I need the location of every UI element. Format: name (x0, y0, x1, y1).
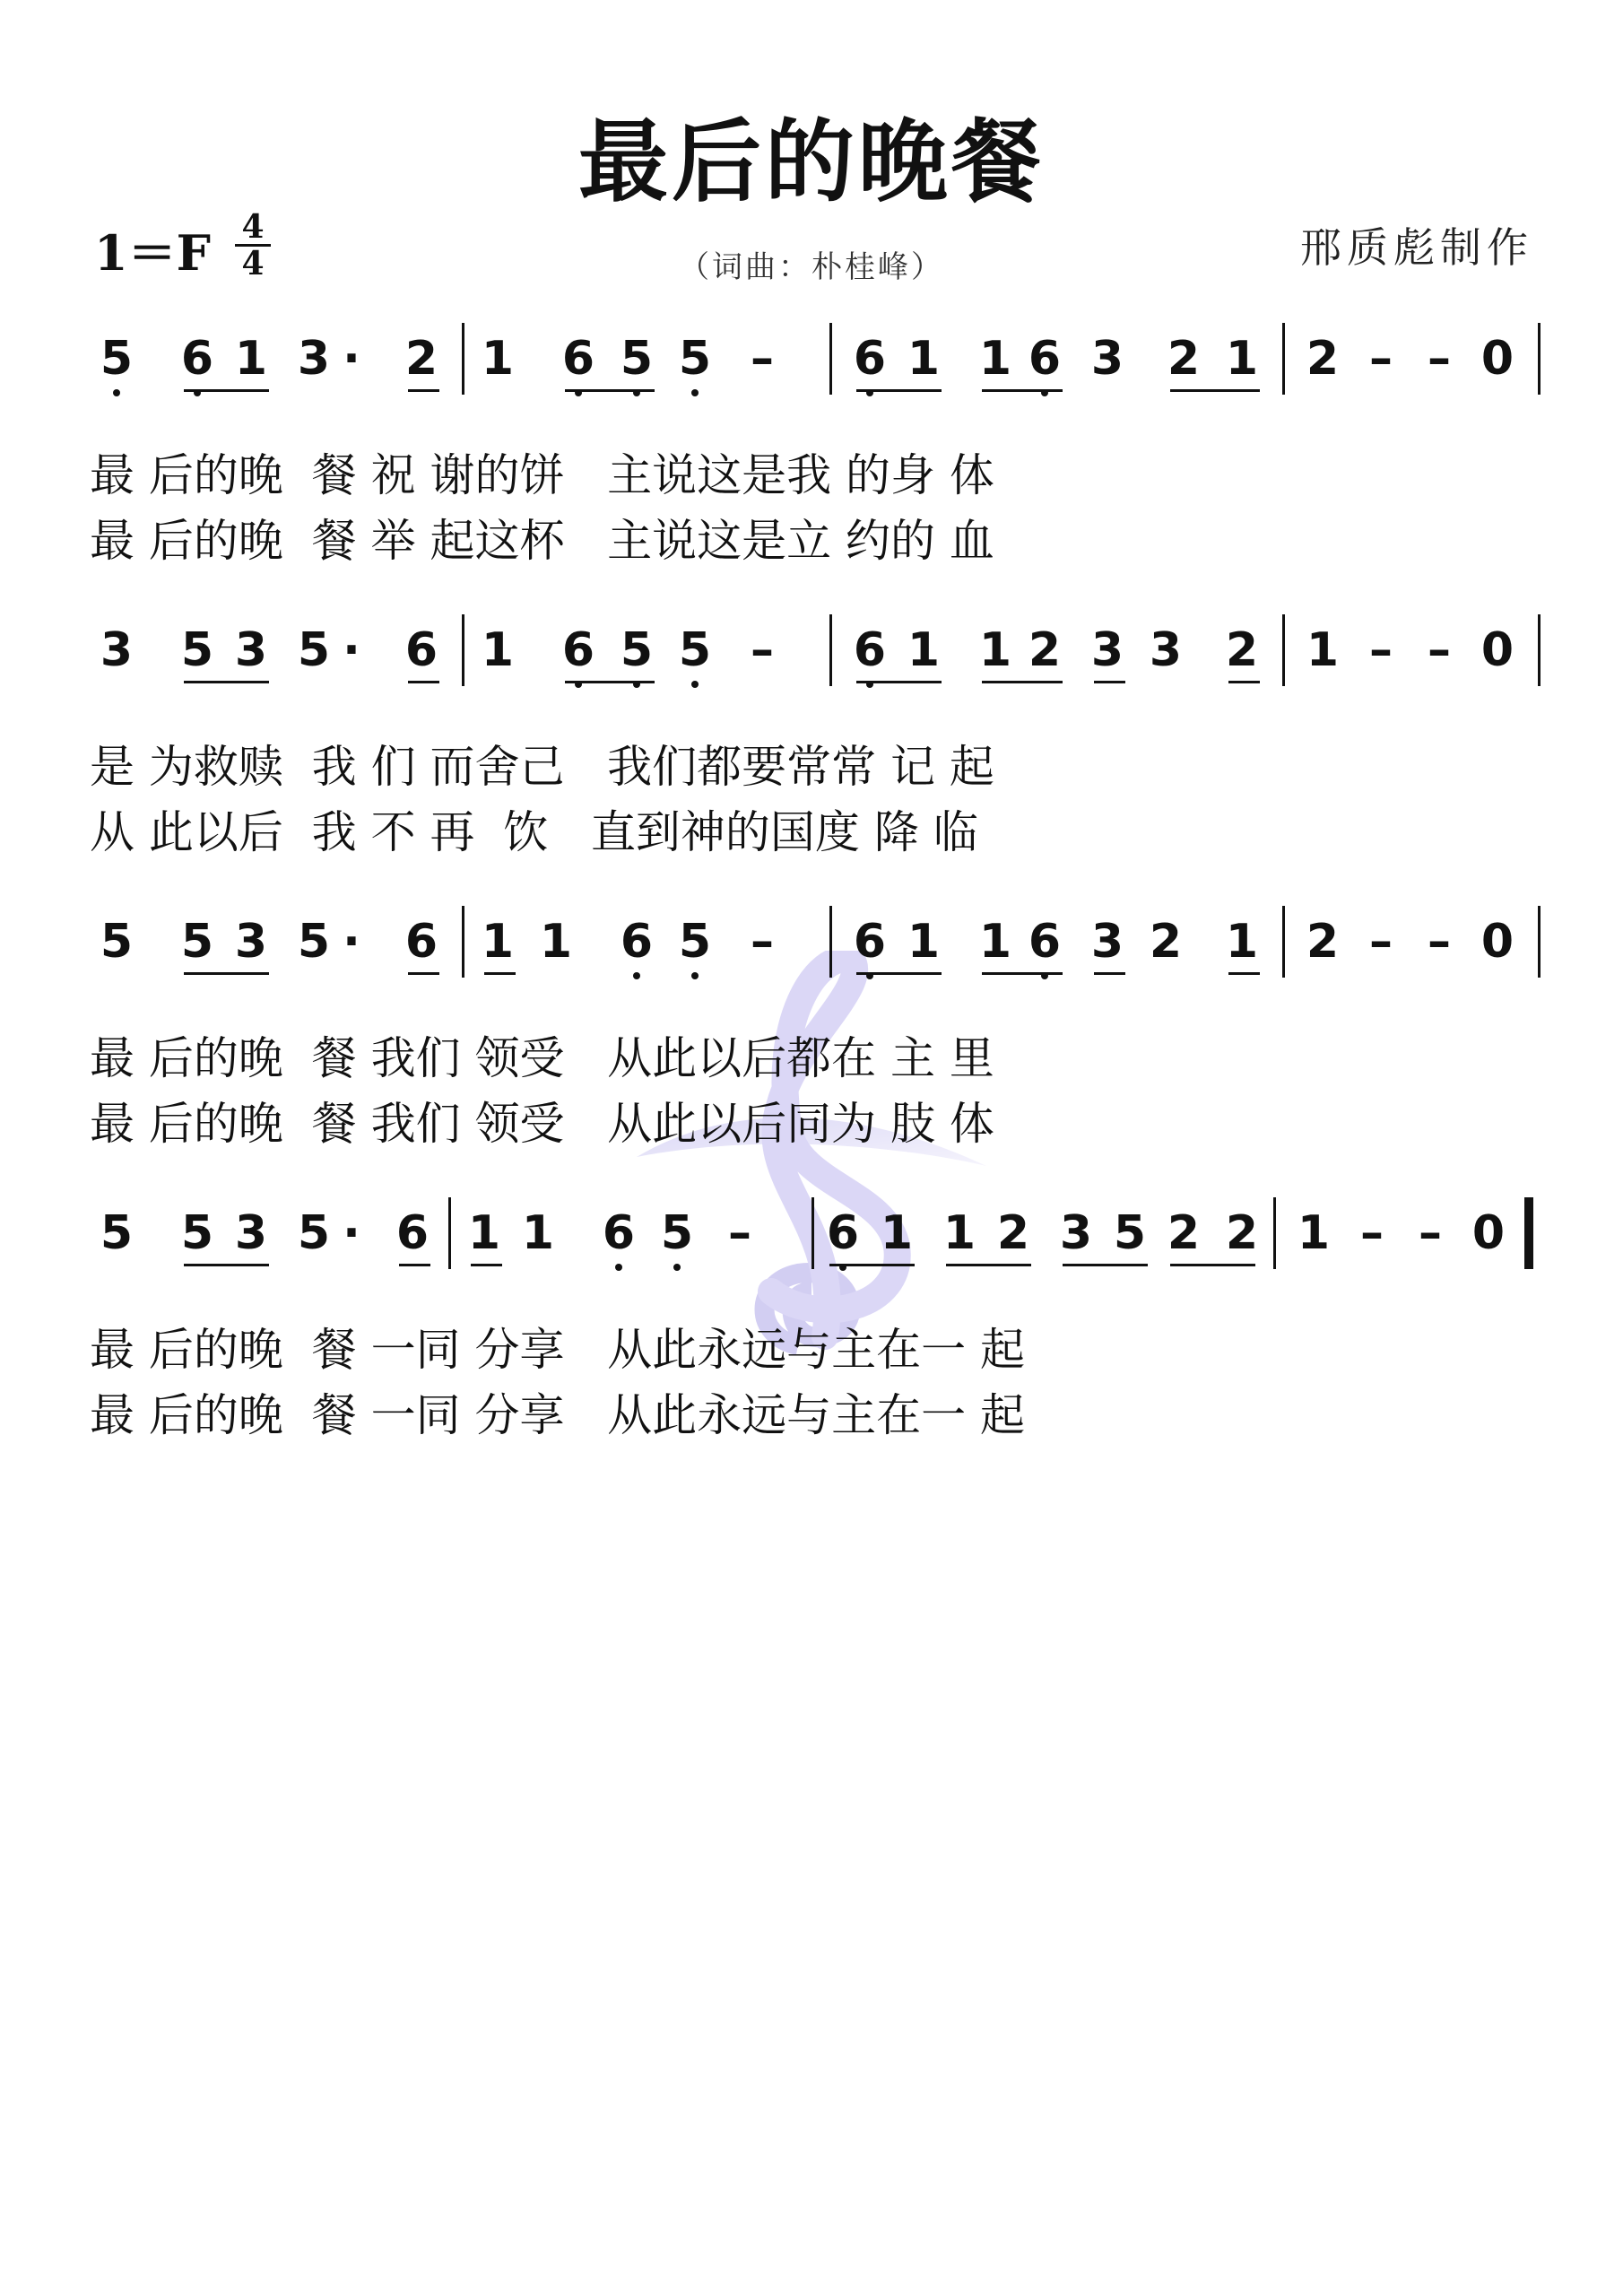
note: 0 (1471, 1206, 1506, 1260)
beam-underline (1170, 389, 1260, 392)
note: 1 (521, 1206, 555, 1260)
note: 2 (1028, 623, 1062, 677)
barline (1282, 614, 1285, 686)
note: 1 (1297, 1206, 1331, 1260)
barline (1282, 906, 1285, 978)
note: 3 (100, 623, 134, 677)
note: 5 (180, 623, 214, 677)
barline (1273, 1197, 1276, 1269)
note: · (343, 332, 360, 386)
note: 5 (297, 623, 331, 677)
note: 1 (1225, 915, 1259, 969)
note: 3 (1090, 915, 1124, 969)
note: 1 (1306, 623, 1340, 677)
octave-dot (691, 681, 699, 688)
barline (462, 323, 464, 395)
beam-underline (856, 389, 942, 392)
octave-dot (673, 1264, 681, 1271)
barline (462, 614, 464, 686)
barline (448, 1197, 451, 1269)
note: – (1428, 332, 1451, 386)
note: 5 (677, 623, 713, 677)
note: 2 (1306, 332, 1340, 386)
notes-line-2 (0, 623, 1623, 704)
beam-underline (184, 972, 269, 975)
beam-underline (829, 1264, 915, 1266)
note: 5 (677, 332, 713, 386)
note: 1 (907, 332, 941, 386)
note: 6 (1027, 332, 1063, 386)
note: 5 (297, 1206, 331, 1260)
barline (829, 323, 832, 395)
beam-underline (484, 972, 516, 975)
beam-underline (184, 681, 269, 683)
beam-underline (856, 972, 942, 975)
beam-underline (408, 972, 439, 975)
note: 5 (180, 915, 214, 969)
note: · (343, 623, 360, 677)
note: 2 (1167, 332, 1201, 386)
beam-underline (856, 681, 942, 683)
note: · (343, 1206, 360, 1260)
note: 1 (907, 915, 941, 969)
lyrics-composer-credit: （词曲：朴桂峰） (679, 249, 944, 285)
beam-underline (1094, 681, 1125, 683)
note: 3 (1059, 1206, 1093, 1260)
octave-dot (633, 972, 640, 979)
note: 2 (1225, 623, 1259, 677)
note: 3 (1090, 623, 1124, 677)
note: – (1369, 623, 1393, 677)
note: – (728, 1206, 751, 1260)
beam-underline (184, 389, 269, 392)
note: 5 (100, 1206, 134, 1260)
time-signature-top: 4 (241, 208, 265, 246)
note: 6 (601, 1206, 637, 1260)
note: 1 (481, 915, 515, 969)
note: 3 (234, 1206, 268, 1260)
lyric-verse-2: 最 后的晚 餐 我们 领受 从此以后同为 肢 体 (90, 1098, 994, 1150)
note: – (751, 623, 774, 677)
note: – (751, 332, 774, 386)
beam-underline (408, 681, 439, 683)
lyric-verse-1: 最 后的晚 餐 祝 谢的饼 主说这是我 的身 体 (90, 449, 994, 501)
time-signature-bottom: 4 (241, 245, 265, 283)
lyric-verse-1: 是 为救赎 我 们 而舍己 我们都要常常 记 起 (90, 741, 994, 793)
octave-dot (691, 972, 699, 979)
beam-underline (946, 1264, 1031, 1266)
note: – (751, 915, 774, 969)
note: 5 (677, 915, 713, 969)
octave-dot (113, 389, 120, 396)
note: – (1369, 915, 1393, 969)
note: 3 (234, 915, 268, 969)
beam-underline (982, 681, 1063, 683)
note: 1 (907, 623, 941, 677)
note: 6 (852, 332, 888, 386)
beam-underline (471, 1264, 502, 1266)
note: 6 (560, 332, 596, 386)
barline (1538, 323, 1541, 395)
note: · (343, 915, 360, 969)
note: 5 (100, 915, 134, 969)
octave-dot (691, 389, 699, 396)
beam-underline (1170, 1264, 1255, 1266)
note: – (1428, 623, 1451, 677)
note: 1 (942, 1206, 976, 1260)
lyric-verse-1: 最 后的晚 餐 我们 领受 从此以后都在 主 里 (90, 1032, 994, 1084)
note: 2 (404, 332, 438, 386)
note: 1 (880, 1206, 914, 1260)
barline (1282, 323, 1285, 395)
beam-underline (982, 972, 1063, 975)
note: 3 (1149, 623, 1183, 677)
note: 5 (180, 1206, 214, 1260)
lyric-verse-2: 最 后的晚 餐 一同 分享 从此永远与主在一 起 (90, 1389, 1026, 1441)
note: 3 (1090, 332, 1124, 386)
note: 5 (1113, 1206, 1147, 1260)
notes-line-3 (0, 915, 1623, 996)
note: 5 (619, 623, 655, 677)
barline (812, 1197, 814, 1269)
barline (829, 614, 832, 686)
beam-underline (1094, 972, 1125, 975)
note: 1 (978, 915, 1012, 969)
song-title: 最后的晚餐 (578, 109, 1045, 214)
beam-underline (565, 681, 655, 683)
note: 6 (179, 332, 215, 386)
note: 6 (852, 623, 888, 677)
note: 2 (996, 1206, 1030, 1260)
note: 1 (539, 915, 573, 969)
note: 5 (99, 332, 135, 386)
beam-underline (565, 389, 655, 392)
beam-underline (982, 389, 1063, 392)
note: 2 (1225, 1206, 1259, 1260)
note: 5 (619, 332, 655, 386)
note: 6 (852, 915, 888, 969)
beam-underline (1228, 972, 1260, 975)
note: 0 (1480, 915, 1515, 969)
octave-dot (615, 1264, 622, 1271)
note: 1 (481, 623, 515, 677)
note: 1 (234, 332, 268, 386)
lyric-verse-2: 从 此以后 我 不 再 饮 直到神的国度 降 临 (90, 806, 978, 858)
beam-underline (1063, 1264, 1148, 1266)
note: 3 (234, 623, 268, 677)
note: – (1419, 1206, 1442, 1260)
maker-credit: 邢质彪制作 (1300, 223, 1533, 272)
note: 6 (825, 1206, 861, 1260)
note: – (1360, 1206, 1384, 1260)
lyric-verse-2: 最 后的晚 餐 举 起这杯 主说这是立 约的 血 (90, 515, 994, 567)
note: 1 (481, 332, 515, 386)
note: – (1369, 332, 1393, 386)
barline (462, 906, 464, 978)
notes-line-1 (0, 332, 1623, 413)
note: 1 (467, 1206, 501, 1260)
barline (829, 906, 832, 978)
note: 1 (978, 623, 1012, 677)
note: 1 (1225, 332, 1259, 386)
note: 3 (297, 332, 331, 386)
note: – (1428, 915, 1451, 969)
note: 2 (1306, 915, 1340, 969)
note: 5 (659, 1206, 695, 1260)
final-barline (1524, 1197, 1533, 1269)
beam-underline (399, 1264, 430, 1266)
beam-underline (1228, 681, 1260, 683)
note: 2 (1167, 1206, 1201, 1260)
barline (1538, 906, 1541, 978)
note: 5 (297, 915, 331, 969)
note: 6 (560, 623, 596, 677)
barline (1538, 614, 1541, 686)
note: 6 (395, 1206, 430, 1260)
note: 1 (978, 332, 1012, 386)
lyric-verse-1: 最 后的晚 餐 一同 分享 从此永远与主在一 起 (90, 1324, 1026, 1376)
note: 6 (404, 623, 438, 677)
note: 6 (1027, 915, 1063, 969)
beam-underline (184, 1264, 269, 1266)
key-signature: 1＝F (94, 224, 211, 282)
beam-underline (408, 389, 439, 392)
note: 6 (619, 915, 655, 969)
notes-line-4 (0, 1206, 1623, 1287)
note: 6 (404, 915, 438, 969)
note: 0 (1480, 623, 1515, 677)
treble-clef-watermark-icon (619, 951, 995, 1363)
note: 2 (1149, 915, 1183, 969)
note: 0 (1480, 332, 1515, 386)
